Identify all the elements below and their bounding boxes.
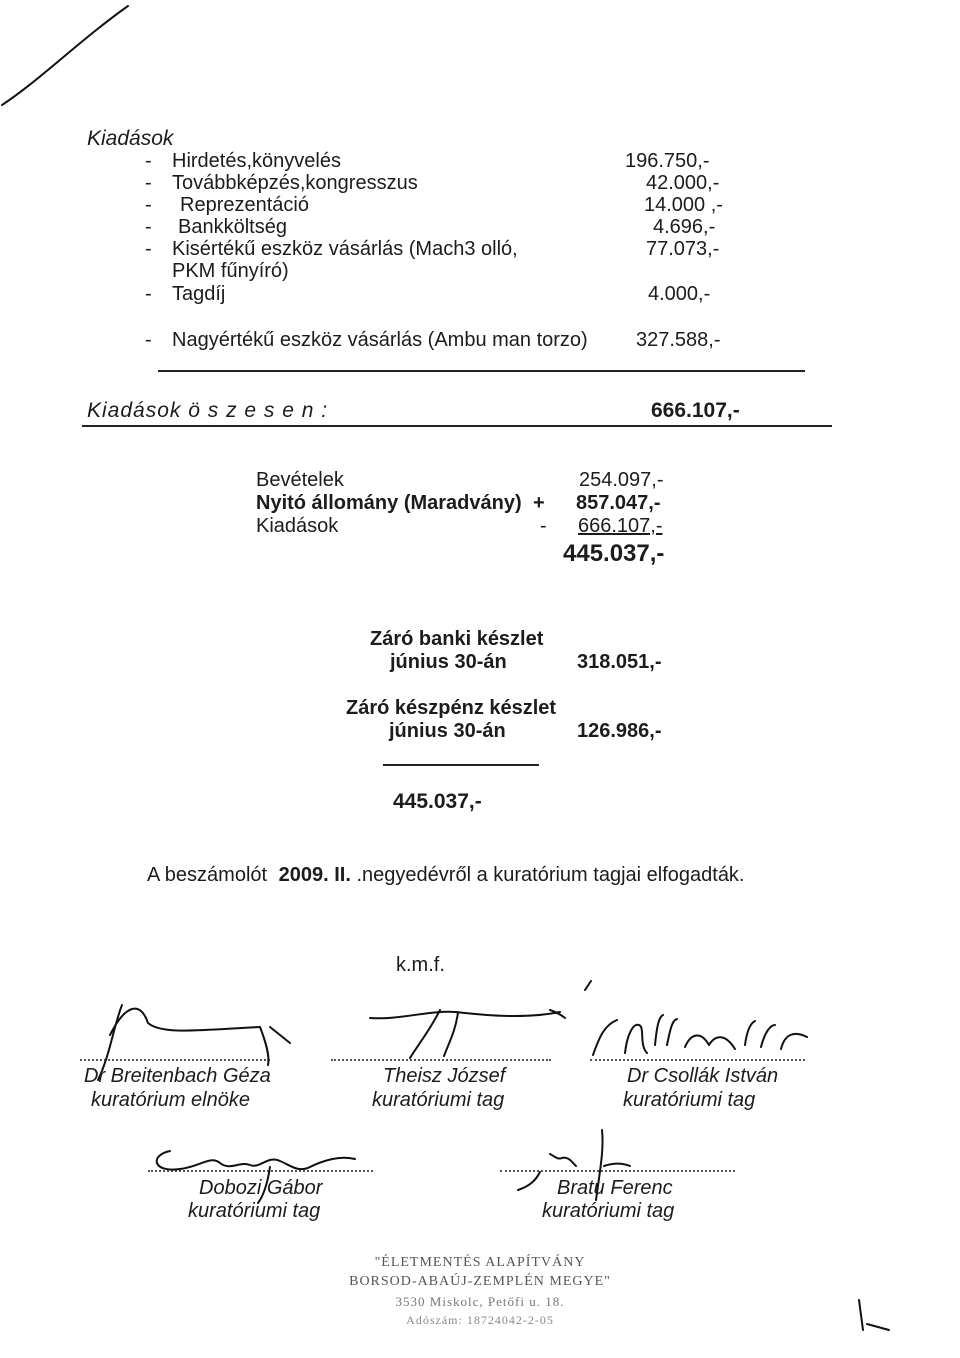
expense-label: Kisértékű eszköz vásárlás (Mach3 olló, (172, 238, 518, 260)
expense-label-continued: PKM fűnyíró) (172, 260, 289, 282)
closing-bank-date: június 30-án (390, 651, 507, 673)
closing-bank-amount: 318.051,- (577, 651, 662, 673)
signatory-role: kuratóriumi tag (372, 1089, 505, 1111)
signatory-role: kuratórium elnöke (91, 1089, 250, 1111)
expense-amount: 42.000,- (646, 172, 720, 194)
stamp-line: 3530 Miskolc, Petőfi u. 18. (395, 1294, 565, 1309)
stamp-line: "ÉLETMENTÉS ALAPÍTVÁNY (374, 1255, 586, 1270)
expense-amount: 327.588,- (636, 329, 721, 351)
expenses-total-label: Kiadások ö s z e s e n : (87, 399, 329, 422)
closing-cash-amount: 126.986,- (577, 720, 662, 742)
expense-dash: - (145, 329, 152, 351)
signature-csollak (575, 975, 855, 1075)
expenses-heading: Kiadások (87, 127, 174, 150)
balance-amount-opening: 857.047,- (576, 492, 661, 514)
approval-statement (147, 864, 745, 887)
expense-amount: 196.750,- (625, 150, 710, 172)
expense-label: Hirdetés,könyvelés (172, 150, 341, 172)
expense-amount: 4.000,- (648, 283, 711, 305)
signature-theisz (360, 990, 610, 1070)
closing-cash-date: június 30-án (389, 720, 506, 742)
expenses-total-value: 666.107,- (651, 399, 740, 422)
total-rule-bottom (82, 425, 832, 427)
signatory-name: Bratu Ferenc (557, 1177, 673, 1199)
expense-label: Továbbképzés,kongresszus (172, 172, 418, 194)
corner-scribble (0, 0, 140, 110)
signatory-role: kuratóriumi tag (188, 1200, 321, 1222)
signatory-name: Dr Breitenbach Géza (84, 1065, 271, 1087)
approval-period: 2009. II. (278, 864, 351, 886)
signatory-name: Dobozi Gábor (199, 1177, 323, 1199)
balance-label-income: Bevételek (256, 469, 344, 491)
signatory-role: kuratóriumi tag (623, 1089, 756, 1111)
expense-label: Tagdíj (172, 283, 226, 305)
expense-dash: - (145, 216, 152, 238)
stamp-line: BORSOD-ABAÚJ-ZEMPLÉN MEGYE" (349, 1274, 611, 1289)
balance-amount-expenses: 666.107,- (578, 515, 663, 537)
balance-sign-minus: - (540, 515, 547, 537)
balance-sign-plus: + (533, 492, 545, 514)
closing-cash-label: Záró készpénz készlet (346, 697, 557, 719)
kmf-note: k.m.f. (396, 954, 445, 976)
expense-label: Nagyértékű eszköz vásárlás (Ambu man torzo) (172, 329, 588, 351)
signatory-role: kuratóriumi tag (542, 1200, 675, 1222)
closing-rule (383, 764, 539, 766)
balance-amount-income: 254.097,- (579, 469, 664, 491)
expense-dash: - (145, 172, 152, 194)
expense-label: Reprezentáció (180, 194, 309, 216)
closing-total: 445.037,- (393, 790, 482, 813)
signatory-name: Theisz József (383, 1065, 506, 1087)
expense-amount: 4.696,- (653, 216, 716, 238)
approval-suffix: .negyedévről a kuratórium tagjai elfogadták. (356, 864, 745, 886)
expense-dash: - (145, 150, 152, 172)
balance-label-opening: Nyitó állomány (Maradvány) (256, 492, 522, 514)
expense-dash: - (145, 194, 152, 216)
expense-amount: 14.000 ,- (644, 194, 723, 216)
closing-bank-label: Záró banki készlet (370, 628, 544, 650)
stamp-line: Adószám: 18724042-2-05 (406, 1313, 554, 1327)
margin-mark (845, 1280, 905, 1340)
approval-prefix: A beszámolót (147, 864, 268, 886)
expense-dash: - (145, 238, 152, 260)
total-rule-top (158, 370, 805, 372)
expense-label: Bankköltség (178, 216, 287, 238)
expense-amount: 77.073,- (646, 238, 720, 260)
balance-label-expenses: Kiadások (256, 515, 339, 537)
signatory-name: Dr Csollák István (627, 1065, 779, 1087)
expense-dash: - (145, 283, 152, 305)
balance-result: 445.037,- (563, 540, 665, 567)
